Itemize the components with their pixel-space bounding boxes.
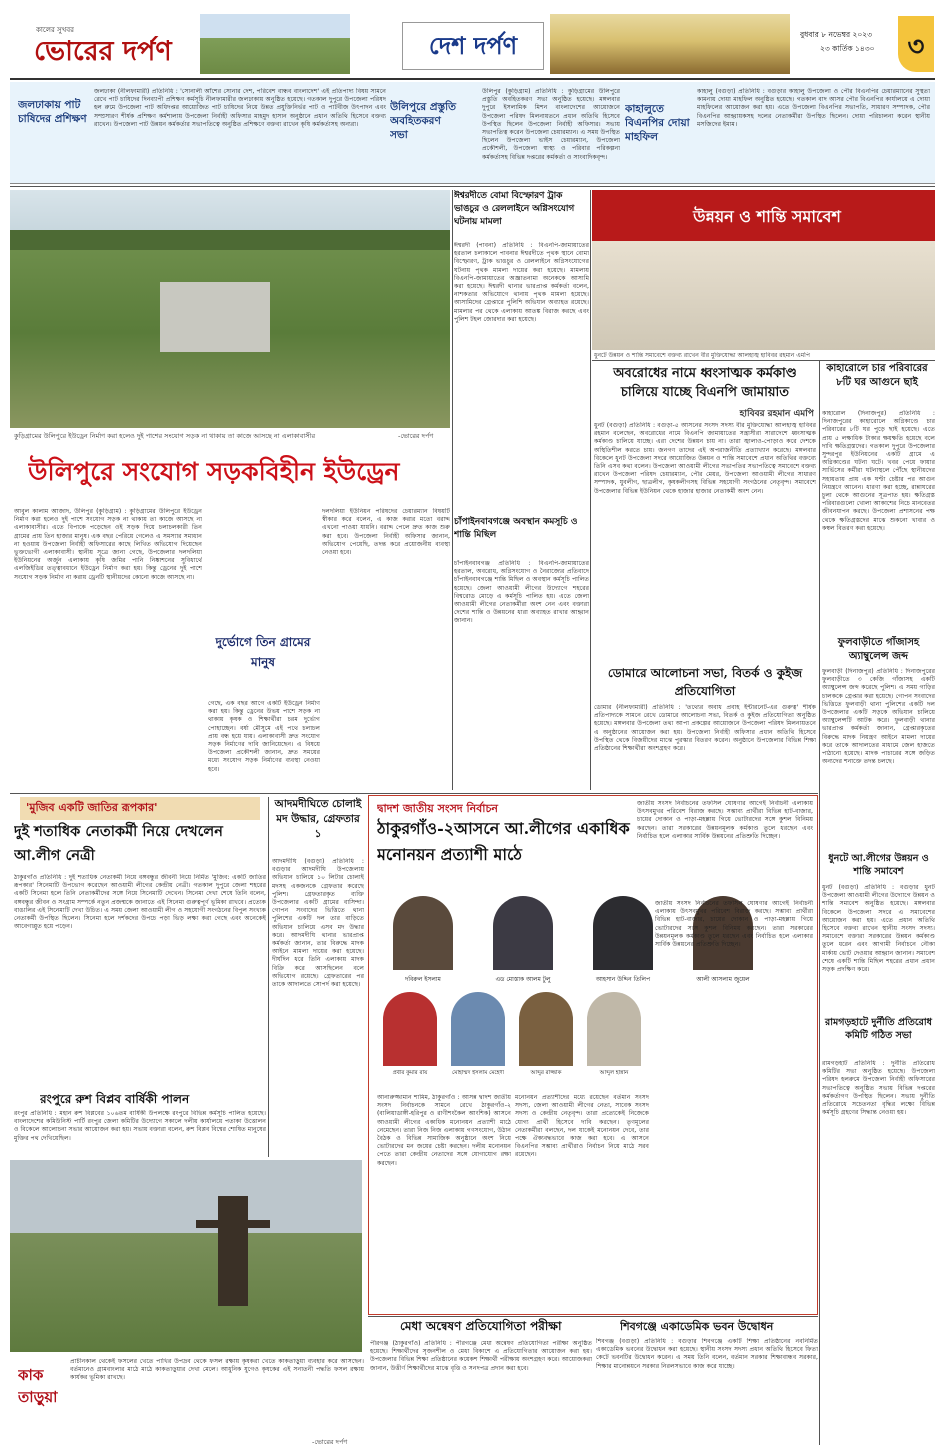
corruption-headline: রামগড়হাটে দুর্নীতি প্রতিরোধ কমিটি গঠিত সভা — [825, 1017, 932, 1041]
adamdighi-body: আদমদীঘি (বগুড়া) প্রতিনিধি : বগুড়ার আদমদীঘি উপজেলায় অভিযান চালিয়ে ১০ লিটার চোলাই মদসহ একজনকে গ্রেফতার করেছে পুলিশ। গ্রেফতারকৃত ব্যক্তি উপজেলার একটি গ্রামের বাসিন্দা। গোপন সংবাদের ভিত্তিতে থানা পুলিশের একটি দল তার বাড়িতে অভিযান চালিয়ে এসব মদ উদ্ধার করে। আদমদীঘি থানার ভারপ্রাপ্ত কর্মকর্তা জানান, তার বিরুদ্ধে মাদক আইনে মামলা দায়ের করা হয়েছে। দীর্ঘদিন ধরে তিনি এলাকায় মাদক বিক্রি করে আসছিলেন বলে অভিযোগ রয়েছে। গ্রেফতারের পর তাকে আদালতে সোপর্দ করা হয়েছে। — [272, 858, 364, 989]
election-body-col2: মনোনয়ন প্রত্যাশীদের মধ্যে রয়েছেন বর্তমান সংসদ সদস্য, জেলা আওয়ামী লীগের নেতা, সাবেক সংসদ সদস্য ও কেন্দ্রীয় নেতৃবৃন্দ। তারা প্রত্যেকেই নিজেকে যোগ্য প্রার্থী হিসেবে দাবি করছেন। তৃণমূলের নেতাকর্মীরা বলছেন, দল যাকেই মনোনয়ন দেবে, তার পক্ষে ঐক্যবদ্ধভাবে কাজ করা হবে। এ আসনে বিএনপির সম্ভাব্য প্রার্থীরাও নির্বাচন নিয়ে মাঠে সরব রয়েছেন। — [515, 1094, 649, 1159]
strip-item-body: কাহালু (বগুড়া) প্রতিনিধি : বগুড়ার কাহালু উপজেলা ও পৌর বিএনপির চেয়ারম্যানের সুস্থতা কামনায় দোয়া মাহফিল অনুষ্ঠিত হয়েছে। গতকাল বাদ আসর পৌর বিএনপির কার্যালয়ে এ দোয়া মাহফিলের আয়োজন করা হয়। এতে উপজেলা বিএনপির সভাপতি, সাধারণ সম্পাদক, পৌর বিএনপির আহ্বায়কসহ দলের নেতাকর্মীরা উপস্থিত ছিলেন। দোয়া পরিচালনা করেন স্থানীয় মসজিদের ইমাম। — [697, 88, 930, 128]
candidate-photo — [587, 992, 641, 1066]
udrain-concrete — [160, 282, 270, 352]
rule-col-b — [590, 190, 591, 790]
candidate-name: দবিরুল ইসলাম — [405, 976, 441, 983]
rangpur-body: রংপুর প্রতিনিধি : মহান রুশ বিপ্লবের ১০৬তম বার্ষিকী উপলক্ষে রংপুরে বিভিন্ন কর্মসূচি পালিত হয়েছে। বাংলাদেশের কমিউনিস্ট পার্টি রংপুর জেলা কমিটির উদ্যোগে সকালে দলীয় কার্যালয়ে পতাকা উত্তোলন ও বিকেলে আলোচনা সভার আয়োজন করা হয়। সভায় বক্তারা বলেন, রুশ বিপ্লব বিশ্বের শোষিত মানুষের মুক্তির পথ দেখিয়েছিল। — [14, 1110, 266, 1142]
udrain-photo-credit: -ভোরের দর্পণ — [398, 432, 434, 440]
election-box — [368, 795, 818, 1315]
strip-item-body: জলঢাকা (নীলফামারী) প্রতিনিধি : 'সোনালী আঁশের সোনার দেশ, পরিবেশ বান্ধব বাংলাদেশ' এই প্রতিপাদ্য বিষয় সামনে রেখে পাট চাষিদের দিনব্যাপী প্রশিক্ষণ কর্মসূচি নীলফামারীর জলঢাকায় অনুষ্ঠিত হয়েছে। গতকাল দুপুরে উপজেলা পরিষদ হল রুমে উপজেলা পাট অধিদপ্তর আয়োজিত পাট চাষিদের নিয়ে উন্নত প্রযুক্তিনির্ভর পাট ও পাটবীজ উৎপাদন এবং সম্প্রসারণ শীর্ষক প্রশিক্ষণ কর্মশালায় উপজেলা নির্বাহী অফিসার মাহমুদ হাসান অনুষ্ঠানে প্রধান অতিথি হিসেবে বক্তব্য রাখেন। উপজেলা পাট উন্নয়ন কর্মকর্তার সভাপতিত্বে অনুষ্ঠিত প্রশিক্ষণে বক্তব্য রাখেন কৃষি কর্মকর্তাসহ অন্যরা। — [94, 88, 386, 128]
strip-item-jaldhaka — [18, 88, 388, 178]
udrain-photo — [10, 190, 450, 428]
rule-top-strip — [10, 186, 935, 187]
udrain-photo-caption: কুড়িগ্রামের উলিপুরে ইউড্রেন নির্মাণ করা হলেও দুই পাশের সংযোগ সড়ক না থাকায় তা কাজে আসছে না এলাকাবাসীর — [14, 432, 316, 440]
main-story-body-col2: গেছে, এক বছর আগে একটি ইউড্রেন নির্মাণ করা হয়। কিন্তু ড্রেনের উভয় পাশে সড়ক না থাকায় কৃষক ও শিক্ষার্থীরা চরম দুর্ভোগ পোহাচ্ছেন। বর্ষা মৌসুমে এই পথে চলাচল প্রায় বন্ধ হয়ে যায়। এলাকাবাসী দ্রুত সংযোগ সড়ক নির্মাণের দাবি জানিয়েছেন। এ বিষয়ে উপজেলা প্রকৌশলী জানান, দ্রুত সময়ের মধ্যে সংযোগ সড়ক নির্মাণের ব্যবস্থা নেওয়া হবে। — [208, 700, 320, 773]
sabotage-body: ধুনট (বগুড়া) প্রতিনিধি : বগুড়া-৫ আসনের সংসদ সদস্য বীর মুক্তিযোদ্ধা আলহাজ্ব হাবিবর রহমান বলেছেন, অবরোধের নামে বিএনপি জামায়াতের সন্ত্রাসীরা সারাদেশে ধ্বংসাত্মক কর্মকাণ্ড চালিয়ে যাচ্ছে। এরা দেশের উন্নয়ন চায় না। তারা জ্বালাও-পোড়াও করে দেশকে অস্থিতিশীল করতে চায়। জনগণ তাদের এই অপরাজনীতি প্রত্যাখ্যান করেছে। মঙ্গলবার বিকেলে ধুনট উপজেলা সদরে আয়োজিত উন্নয়ন ও শান্তি সমাবেশে প্রধান অতিথির বক্তব্যে তিনি এসব কথা বলেন। উপজেলা আওয়ামী লীগের সভাপতির সভাপতিত্বে সমাবেশে বক্তব্য রাখেন উপজেলা পরিষদ চেয়ারম্যান, পৌর মেয়র, উপজেলা আওয়ামী লীগের সাধারণ সম্পাদক, যুবলীগ, ছাত্রলীগ, কৃষকলীগসহ বিভিন্ন সহযোগী সংগঠনের নেতৃবৃন্দ। সমাবেশে উপজেলার বিভিন্ন ইউনিয়ন থেকে হাজার হাজার নেতাকর্মী অংশ নেন। — [594, 422, 816, 495]
section-title: দেশ দর্পণ — [428, 31, 518, 60]
medha-body: পীরগঞ্জ (ঠাকুরগাঁও) প্রতিনিধি : পীরগঞ্জে মেধা অন্বেষণ প্রতিযোগিতা পরীক্ষা অনুষ্ঠিত হয়েছে। শিক্ষার্থীদের সৃজনশীল ও মেধা বিকাশে এ প্রতিযোগিতার আয়োজন করা হয়। উপজেলার বিভিন্ন শিক্ষা প্রতিষ্ঠানের কয়েকশ শিক্ষার্থী পরীক্ষায় অংশগ্রহণ করে। আয়োজকরা জানান, উত্তীর্ণ শিক্ষার্থীদের মাঝে বৃত্তি ও সনদপত্র প্রদান করা হবে। — [370, 1340, 592, 1372]
candidate-name: আলী আসলাম জুয়েল — [696, 976, 750, 983]
main-story-body-col1: আবুল কালাম আজাদ, উলিপুর (কুড়িগ্রাম) : কুড়িগ্রামের উলিপুরে ইউড্রেন নির্মাণ করা হলেও দুই পাশে সংযোগ সড়ক না থাকায় তা কাজে আসছে না এলাকাবাসীর। এতে বিপাকে পড়েছেন ওই সড়ক দিয়ে চলাচলকারী তিন গ্রামের প্রায় তিন হাজার মানুষ। এক বছর পেরিয়ে গেলেও এ সমস্যার সমাধান না হওয়ায় উপজেলা নির্বাহী অফিসারের কাছে লিখিত অভিযোগ দিয়েছেন ভুক্তভোগী এলাকাবাসী। স্থানীয় সূত্রে জানা গেছে, উপজেলার দলদলিয়া ইউনিয়নের অর্জুন এলাকায় কৃষি জমির পানি নিষ্কাশনের সুবিধার্থে এলজিইডির তত্ত্বাবধানে ইউড্রেন নির্মাণ করা হয়। কিন্তু ড্রেনের দুই পাশে সংযোগ সড়ক নির্মাণ না করায় ড্রেনটি স্থানীয়দের কোনো কাজে আসছে না। — [14, 508, 202, 581]
strip-item-title: জলঢাকায় পাট চাষিদের প্রশিক্ষণ — [18, 99, 87, 125]
candidate-photo — [519, 992, 573, 1066]
kak-headline: কাক তাড়ুয়া — [18, 1366, 58, 1406]
paper-name: ভোরের দর্পণ — [34, 36, 172, 67]
strip-item-ulipur — [390, 88, 620, 178]
dhunat-headline: ধুনটে আ.লীগের উন্নয়ন ও শান্তি সমাবেশ — [828, 853, 929, 877]
tree-line — [10, 230, 450, 250]
chapai-headline: চাঁপাইনবাবগঞ্জে অবস্থান কমসূচি ও শান্তি মিছিল — [454, 517, 578, 540]
candidate-card — [513, 992, 579, 1082]
domar-body: ডোমার (নীলফামারী) প্রতিনিধি : 'তথ্যের অবাধ প্রবাহ ইন্টারনেট-এর গুরুত্ব' শীর্ষক প্রতিপাদ্যকে সামনে রেখে ডোমারে আলোচনা সভা, বিতর্ক ও কুইজ প্রতিযোগিতা অনুষ্ঠিত হয়েছে। মঙ্গলবার উপজেলা তথ্য আপা প্রকল্পের আয়োজনে উপজেলা পরিষদ মিলনায়তনে এ অনুষ্ঠানের আয়োজন করা হয়। উপজেলা নির্বাহী অফিসার প্রধান অতিথি হিসেবে উপস্থিত থেকে বিজয়ীদের মাঝে পুরস্কার বিতরণ করেন। অনুষ্ঠানে উপজেলার বিভিন্ন শিক্ষা প্রতিষ্ঠানের শিক্ষার্থীরা অংশগ্রহণ করে। — [594, 704, 816, 753]
main-subhead: দুর্ভোগে তিন গ্রামের মানুষ — [215, 635, 311, 669]
corruption-body: রামগড়হাট প্রতিনিধি : দুর্নীতি প্রতিরোধ কমিটির সভা অনুষ্ঠিত হয়েছে। উপজেলা পরিষদ হলরুমে উপজেলা নির্বাহী অফিসারের সভাপতিত্বে অনুষ্ঠিত সভায় বিভিন্ন দপ্তরের কর্মকর্তাগণ উপস্থিত ছিলেন। সভায় দুর্নীতি প্রতিরোধে সচেতনতা বৃদ্ধির লক্ষ্যে বিভিন্ন কর্মসূচি গ্রহণের সিদ্ধান্ত নেওয়া হয়। — [822, 1060, 935, 1117]
candidate-photo — [383, 992, 437, 1066]
rule-col-a — [452, 190, 453, 790]
rally-photo — [592, 190, 935, 350]
section-title-box — [402, 22, 544, 70]
candidate-photo — [593, 896, 653, 970]
field-photo-2 — [550, 14, 790, 74]
rangpur-headline: রংপুরে রুশ বিপ্লব বার্ষিকী পালন — [40, 1092, 190, 1106]
election-body-col3: জাতীয় সংসদ নির্বাচনের তফসিল ঘোষণার আগেই নির্বাচনী এলাকায় উৎসবমুখর পরিবেশ বিরাজ করছে। সম্ভাব্য প্রার্থীরা বিভিন্ন হাট-বাজার, চায়ের দোকান ও পাড়া-মহল্লায় গিয়ে ভোটারদের সঙ্গে কুশল বিনিময় করছেন। তারা সরকারের উন্নয়নমূলক কর্মকাণ্ড তুলে ধরছেন এবং নির্বাচিত হলে এলাকার সার্বিক উন্নয়নের প্রতিশ্রুতি দিচ্ছেন। — [637, 800, 813, 840]
rule-col-mujib — [268, 797, 269, 1157]
rally-photo-caption: ধুনটে উন্নয়ন ও শান্তি সমাবেশে বক্তব্য রাখেন বীর মুক্তিযোদ্ধা আলহাজ্ব হাবিবর রহমান এমপি — [594, 352, 810, 359]
fire-body: কাহারোল (দিনাজপুর) প্রতিনিধি : দিনাজপুরের কাহারোলে অগ্নিকাণ্ডে চার পরিবারের ৮টি ঘর পুড়ে ছাই হয়েছে। এতে প্রায় ৫ লক্ষাধিক টাকার ক্ষয়ক্ষতি হয়েছে বলে দাবি ক্ষতিগ্রস্তদের। গতকাল দুপুরে উপজেলার সুন্দরপুর ইউনিয়নের একটি গ্রামে এ অগ্নিকাণ্ডের ঘটনা ঘটে। খবর পেয়ে ফায়ার সার্ভিসের কর্মীরা ঘটনাস্থলে পৌঁছে স্থানীয়দের সহায়তায় প্রায় এক ঘণ্টা চেষ্টার পর আগুন নিয়ন্ত্রণে আনেন। ধারণা করা হচ্ছে, রান্নাঘরের চুলা থেকে আগুনের সূত্রপাত হয়। ক্ষতিগ্রস্ত পরিবারগুলো খোলা আকাশের নিচে মানবেতর জীবনযাপন করছে। উপজেলা প্রশাসনের পক্ষ থেকে ক্ষতিগ্রস্তদের মাঝে শুকনো খাবার ও কম্বল বিতরণ করা হয়েছে। — [822, 410, 935, 532]
rule-bottom-mid — [368, 1316, 818, 1317]
main-story-body-col3: দলদলিয়া ইউনিয়ন পরিষদের চেয়ারম্যান বিষয়টি স্বীকার করে বলেন, এ কাজ করার মতো বরাদ্দ এখনো পাওয়া যায়নি। বরাদ্দ পেলে দ্রুত কাজ শুরু করা হবে। উপজেলা নির্বাহী অফিসার জানান, অভিযোগ পেয়েছি, তদন্ত করে প্রয়োজনীয় ব্যবস্থা নেওয়া হবে। — [322, 508, 450, 557]
strip-item-body: উলিপুর (কুড়িগ্রাম) প্রতিনিধি : কুড়িগ্রামের উলিপুরে প্রস্তুতি অবহিতকরণ সভা অনুষ্ঠিত হয়েছে। মঙ্গলবার দুপুরে ইসলামিক মিশন বাংলাদেশের আয়োজনে উপজেলা পরিষদ মিলনায়তনে প্রধান অতিথি হিসেবে উপস্থিত ছিলেন উপজেলা নির্বাহী অফিসার। সভায় সভাপতিত্ব করেন উপজেলা চেয়ারম্যান। এ সময় উপস্থিত ছিলেন উপজেলা ভাইস চেয়ারম্যান, উপজেলা প্রকৌশলী, উপজেলা স্বাস্থ্য ও পরিবার পরিকল্পনা কর্মকর্তাসহ বিভিন্ন দপ্তরের কর্মকর্তা ও সাংবাদিকবৃন্দ। — [482, 88, 620, 161]
mujib-headline: দুই শতাধিক নেতাকর্মী নিয়ে দেখলেন আ.লীগ নেত্রী — [14, 823, 223, 864]
candidate-photo — [451, 992, 505, 1066]
chapai-body: চাঁপাইনবাবগঞ্জ প্রতিনিধি : বিএনপি-জামায়াতের হরতাল, অবরোধ, অগ্নিসংযোগ ও নৈরাজ্যের প্রতিবাদে চাঁপাইনবাবগঞ্জে শান্তি মিছিল ও অবস্থান কর্মসূচি পালিত হয়েছে। জেলা আওয়ামী লীগের উদ্যোগে শহরের বিশ্বরোড মোড়ে এ কর্মসূচি পালিত হয়। এতে জেলা আওয়ামী লীগের নেতাকর্মীরা অংশ নেন এবং বক্তারা দেশের শান্তি ও উন্নয়নের ধারা অব্যাহত রাখার আহ্বান জানান। — [454, 560, 589, 625]
candidate-name: এড মোস্তাক আলম টুলু — [495, 976, 551, 983]
candidate-photo — [493, 896, 553, 970]
sabotage-byline: হাবিবর রহমান এমপি — [739, 409, 814, 419]
domar-headline: ডোমারে আলোচনা সভা, বিতর্ক ও কুইজ প্রতিযোগিতা — [607, 666, 803, 698]
rally-banner: উন্নয়ন ও শান্তি সমাবেশ — [693, 207, 841, 226]
candidate-name: প্রবীর কুমার রায় — [392, 1070, 428, 1076]
kak-body: প্রাচীনকাল থেকেই ফসলের খেতে পাখির উপদ্রব থেকে ফসল রক্ষায় কৃষকরা খেতে কাকতাড়ুয়া ব্যবহার করে আসছেন। বর্তমানেও গ্রামবাংলার মাঠে মাঠে কাকতাড়ুয়ার দেখা মেলে। আধুনিক যুগেও কৃষকের এই সনাতনী পদ্ধতি ফসল রক্ষায় কার্যকর ভূমিকা রাখছে। — [70, 1358, 364, 1382]
scarecrow-arms — [196, 1220, 270, 1228]
scarecrow-figure — [218, 1196, 248, 1306]
bomb-body: ঈশ্বরদী (পাবনা) প্রতিনিধি : বিএনপি-জামায়াতের হরতাল চলাকালে পাবনার ঈশ্বরদীতে পৃথক স্থানে বোমা বিস্ফোরণ, ট্রাক ভাঙচুর ও রেললাইনে অগ্নিসংযোগের ঘটনায় পৃথক মামলা দায়ের করা হয়েছে। মামলায় বিএনপি-জামায়াতের অজ্ঞাতনামা অনেককে আসামি করা হয়েছে। ঈশ্বরদী থানার ভারপ্রাপ্ত কর্মকর্তা বলেন, নাশকতার অভিযোগে থানায় পৃথক মামলা হয়েছে। আসামিদের গ্রেপ্তারে পুলিশি অভিযান অব্যাহত রয়েছে। মামলার পর থেকে এলাকায় আতঙ্ক বিরাজ করছে এবং পুলিশ টহল জোরদার করা হয়েছে। — [454, 242, 589, 323]
masthead — [10, 10, 935, 80]
bomb-headline: ঈশ্বরদীতে বোমা বিস্ফোরণ ট্রাক ভাঙচুর ও রেললাইনে অগ্নিসংযোগ ঘটনায় মামলা — [454, 191, 575, 227]
page-number-badge — [898, 16, 934, 72]
scarecrow-photo — [10, 1160, 362, 1352]
field-photo-1 — [200, 14, 350, 74]
mujib-body: ঠাকুরগাঁও প্রতিনিধি : দুই শতাধিক নেতাকর্মী নিয়ে বঙ্গবন্ধুর জীবনী নিয়ে নির্মিত 'মুজিব: একটি জাতির রূপকার' সিনেমাটি উপভোগ করেছেন আওয়ামী লীগের কেন্দ্রীয় নেত্রী। গতকাল দুপুরে জেলা শহরের একটি সিনেমা হলে তিনি নেতাকর্মীদের সঙ্গে নিয়ে সিনেমাটি দেখেন। সিনেমা দেখা শেষে তিনি বলেন, বঙ্গবন্ধুর জীবন ও সংগ্রাম সম্পর্কে নতুন প্রজন্মকে জানাতে এই সিনেমা গুরুত্বপূর্ণ ভূমিকা রাখবে। প্রত্যেক বাঙালির এই সিনেমাটি দেখা উচিত। এ সময় জেলা আওয়ামী লীগ ও সহযোগী সংগঠনের বিপুল সংখ্যক নেতাকর্মী উপস্থিত ছিলেন। সিনেমা হলে দর্শকদের উপচে পড়া ভিড় লক্ষ্য করা গেছে এবং অনেকেই আবেগাপ্লুত হয়ে পড়েন। — [14, 874, 266, 931]
mujib-tag: 'মুজিব একটি জাতির রূপকার' — [20, 797, 260, 820]
candidate-card — [477, 896, 569, 986]
candidates-row-2 — [377, 992, 649, 1084]
candidate-card — [445, 992, 511, 1082]
rule-col-c — [819, 360, 820, 1445]
shibganj-body: শিবগঞ্জ (বগুড়া) প্রতিনিধি : বগুড়ার শিবগঞ্জে একটি শিক্ষা প্রতিষ্ঠানের নবনির্মিত একাডেমিক ভবনের উদ্বোধন করা হয়েছে। স্থানীয় সংসদ সদস্য প্রধান অতিথি হিসেবে ফিতা কেটে ভবনটির উদ্বোধন করেন। এ সময় তিনি বলেন, বর্তমান সরকার শিক্ষাবান্ধব সরকার, শিক্ষার মানোন্নয়নে সরকার নিরলসভাবে কাজ করে যাচ্ছে। — [596, 1338, 818, 1370]
kak-credit: -ভোরের দর্পণ — [312, 1438, 348, 1446]
date-line-2: ২৩ কার্তিক ১৪৩০ — [820, 44, 875, 53]
main-headline: উলিপুরে সংযোগ সড়কবিহীন ইউড্রেন — [28, 457, 400, 486]
election-kicker: দ্বাদশ জাতীয় সংসদ নির্বাচন — [377, 802, 498, 815]
candidate-photo — [393, 896, 453, 970]
adamdighi-headline: আদমদীঘিতে চোলাই মদ উদ্ধার, গ্রেফতার ১ — [274, 798, 362, 840]
sabotage-headline: অবরোধের নামে ধ্বংসাত্মক কর্মকাণ্ড চালিয়ে যাচ্ছে বিএনপি জামায়াত — [613, 366, 797, 400]
candidate-name: আব্দুল হান্নান — [599, 1070, 629, 1076]
candidate-name: আহসান উদ্দিন তিলিপ — [595, 976, 651, 983]
election-body-col1: আনারুজ্জামান শামিম, ঠাকুরগাঁও : আসন্ন দ্বাদশ জাতীয় সংসদ নির্বাচনকে সামনে রেখে ঠাকুরগাঁও-২ (বালিয়াডাঙ্গী-হরিপুর ও রাণীশংকৈল আংশিক) আসনে আওয়ামী লীগের একাধিক মনোনয়ন প্রত্যাশী মাঠে নেমেছেন। তারা নিজ নিজ এলাকায় গণসংযোগ, উঠান বৈঠক ও বিভিন্ন সামাজিক অনুষ্ঠানে অংশ নিয়ে ভোটারদের মন জয়ের চেষ্টা করছেন। দলীয় মনোনয়ন পেতে তারা কেন্দ্রীয় নেতাদের সঙ্গে যোগাযোগ রক্ষা করছেন। — [377, 1094, 511, 1167]
shibganj-headline: শিবগঞ্জে একাডেমিক ভবন উদ্বোধন — [620, 1320, 774, 1333]
candidate-name: মোহাম্মদ ইসলাম মেহেদী — [452, 1070, 504, 1076]
main-subhead-box — [208, 618, 318, 698]
paper-logo — [10, 10, 200, 78]
fire-headline: কাহারোলে চার পরিবারের ৮টি ঘর আগুনে ছাই — [826, 363, 928, 388]
strip-item-title: উলিপুরে প্রস্তুতি অবহিতকরণ সভা — [390, 101, 457, 141]
page-number: ৩ — [907, 32, 925, 62]
election-body-col-right: জাতীয় সংসদ নির্বাচনের তফসিল ঘোষণার আগেই নির্বাচনী এলাকায় উৎসবমুখর পরিবেশ বিরাজ করছে। সম্ভাব্য প্রার্থীরা বিভিন্ন হাট-বাজার, চায়ের দোকান ও পাড়া-মহল্লায় গিয়ে ভোটারদের সঙ্গে কুশল বিনিময় করছেন। তারা সরকারের উন্নয়নমূলক কর্মকাণ্ড তুলে ধরছেন এবং নির্বাচিত হলে এলাকার সার্বিক উন্নয়নের প্রতিশ্রুতি দিচ্ছেন। — [655, 900, 813, 949]
medha-headline: মেধা অন্বেষণ প্রতিযোগিতা পরীক্ষা — [400, 1319, 562, 1333]
dhunat-body: ধুনট (বগুড়া) প্রতিনিধি : বগুড়ার ধুনট উপজেলা আওয়ামী লীগের উদ্যোগে উন্নয়ন ও শান্তি সমাবেশ অনুষ্ঠিত হয়েছে। মঙ্গলবার বিকেলে উপজেলা সদরে এ সমাবেশের আয়োজন করা হয়। এতে প্রধান অতিথি হিসেবে বক্তব্য রাখেন স্থানীয় সংসদ সদস্য। সমাবেশে বক্তারা সরকারের উন্নয়ন কর্মকাণ্ড তুলে ধরেন এবং আগামী নির্বাচনে নৌকা মার্কায় ভোট দেওয়ার আহ্বান জানান। সমাবেশ শেষে একটি শান্তি মিছিল শহরের প্রধান প্রধান সড়ক প্রদক্ষিণ করে। — [822, 884, 935, 974]
candidate-card — [377, 896, 469, 986]
candidate-card — [581, 992, 647, 1082]
candidate-name: আব্দুর রাজ্জাক — [530, 1070, 562, 1076]
rule-horizontal-rally — [592, 360, 935, 361]
top-news-strip — [10, 82, 935, 184]
rule-horizontal-mid — [10, 793, 818, 794]
candidate-card — [377, 992, 443, 1082]
paper-name-small: কালের সুখবর — [36, 26, 74, 34]
ganja-body: ফুলবাড়ী (দিনাজপুর) প্রতিনিধি : দিনাজপুরের ফুলবাড়ীতে ৩ কেজি গাঁজাসহ একটি অ্যাম্বুলেন্স জব্দ করেছে পুলিশ। এ সময় গাড়ির চালককে গ্রেপ্তার করা হয়েছে। গোপন সংবাদের ভিত্তিতে ফুলবাড়ী থানা পুলিশের একটি দল উপজেলার একটি সড়কে অভিযান চালিয়ে অ্যাম্বুলেন্সটি আটক করে। ফুলবাড়ী থানার ভারপ্রাপ্ত কর্মকর্তা জানান, গ্রেপ্তারকৃতের বিরুদ্ধে মাদক নিয়ন্ত্রণ আইনে মামলা দায়ের করে তাকে আদালতের মাধ্যমে জেল হাজতে পাঠানো হয়েছে। মাদক পাচারের সঙ্গে জড়িত অন্যদের শনাক্তে তদন্ত চলছে। — [822, 668, 935, 766]
strip-item-title: কাহালুতে বিএনপির দোয়া মাহফিল — [625, 103, 690, 143]
ganja-headline: ফুলবাড়ীতে গাঁজাসহ অ্যাম্বুলেন্স জব্দ — [837, 637, 920, 662]
strip-item-kahalu — [625, 88, 930, 178]
election-headline: ঠাকুরগাঁও-২আসনে আ.লীগের একাধিক মনোনয়ন প্রত্যাশী মাঠে — [377, 819, 630, 864]
date-line-1: বুধবার ৮ নভেম্বর ২০২৩ — [800, 30, 872, 39]
